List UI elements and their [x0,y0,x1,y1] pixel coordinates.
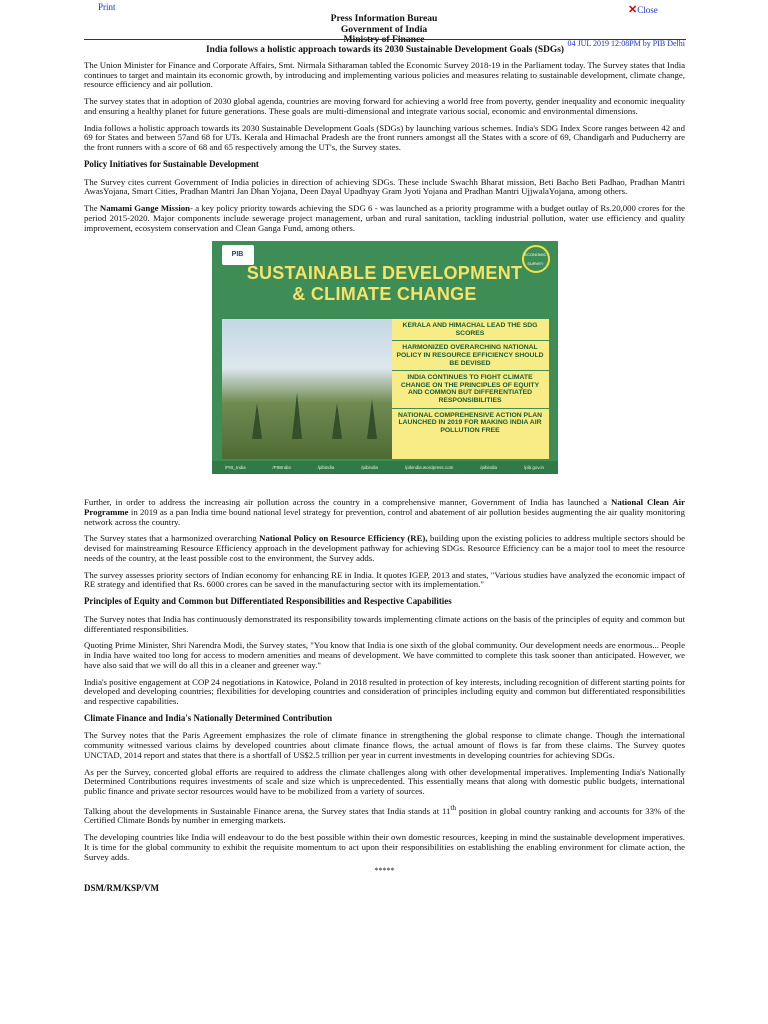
section-heading: Climate Finance and India's Nationally Determined Contribution [84,712,333,723]
release-title: India follows a holistic approach towards its 2030 Sustainable Development Goals (SDGs) [206,45,564,55]
paragraph [84,804,685,826]
paragraph: The survey assesses priority sectors of Indian economy for enhancing RE in India. It quotes IGEP, 2013 and states, "Various studies have analyzed the economic impact of RE strategy and identified that Rs. 6000 crores can be saved in the manufacturing sector with its implementation." [84,569,685,590]
infographic-image [212,241,558,474]
bold-text: National Clean Air Programme [84,497,685,517]
end-marker: ***** [374,866,395,876]
pib-logo: PIB [222,245,254,265]
tree-shape [367,399,377,439]
bold-text: Namami Gange Mission [99,203,191,214]
headline-line-1: SUSTAINABLE DEVELOPMENT [246,263,523,284]
tree-shape [292,393,302,439]
social-handle: /PIBIndia [272,464,291,470]
text-run: Further, in order to address the increasing air pollution across the country in a comprehensive manner, Government of India has launched a [84,497,612,508]
social-handle: /pib.gov.in [523,464,545,470]
print-link[interactable]: Print [98,2,116,12]
social-handle: /pibindia [317,464,335,470]
paragraph: The Union Minister for Finance and Corporate Affairs, Smt. Nirmala Sitharaman tabled the Economic Survey 2018-19 in the Parliament today. The Survey states that India continues to target and maintain its economic growth, by introducing and implementing various policies and measures relating to sustainable development, climate change, resource efficiency and air pollution. [84,60,686,90]
key-points-panel [392,319,549,459]
social-handle: /PIB_India [224,464,246,470]
paragraph: The developing countries like India will endeavour to do the best possible within their own domestic resources, keeping in mind the sustainable development imperatives. It is time for the global community to exhibit the requisite momentum to act upon their responsibilities on establishing the enabling environment for climate action, the Survey adds. [84,832,685,862]
headline-line-2: & CLIMATE CHANGE [292,284,477,305]
key-point: KERALA AND HIMACHAL LEAD THE SDG SCORES [392,319,549,341]
signature: DSM/RM/KSP/VM [84,883,159,894]
masthead-line-2: Government of India [340,23,428,35]
section-heading: Principles of Equity and Common but Differentiated Responsibilities and Respective Capabilities [84,596,452,607]
economic-survey-badge: ECONOMIC SURVEY [522,245,550,273]
text-run: The [84,203,100,214]
dateline: 04 JUL 2019 12:08PM by PIB Delhi [567,39,685,48]
paragraph [84,204,685,233]
paragraph: The Survey notes that India has continuously demonstrated its responsibility towards implementing climate actions on the basis of the principles of equity and common but differentiated responsibilities. [84,613,685,634]
tree-shape [252,403,262,439]
infographic-headline [212,263,558,305]
superscript: th [450,803,457,812]
paragraph: As per the Survey, concerted global efforts are required to address the climate challenges along with other developmental imperatives. Implementing India's Nationally Determined Contributions requires investments of scale and size which is unprecedented. This essentially means that along with domestic public budgets, international public finance and private sector resources would have to be mobilized from a variety of sources. [84,766,685,797]
paragraph: The Survey notes that the Paris Agreement emphasizes the role of climate finance in strengthening the global response to climate change. Though the international community witnessed various claims by developed countries about climate finance flows, the actual amount of flows is far from these claims. The Survey quotes UNCTAD, 2014 report and states that there is a shortfall of US$2.5 trillion per year in current investments in developing countries for achieving SDGs. [84,730,685,760]
key-point: NATIONAL COMPREHENSIVE ACTION PLAN LAUNCHED IN 2019 FOR MAKING INDIA AIR POLLUTION FREE [397,411,543,434]
tree-shape [332,403,342,439]
social-handle: /pibindia [480,464,497,470]
paragraph: The survey states that in adoption of 2030 global agenda, countries are moving forward for achieving a world free from poverty, gender inequality and economic inequality and ensuring a healthy planet for future generations. These goals are multi-dimensional and integrate various social, economic and environmental dimensions. [84,96,685,116]
social-handle: /pibindia [361,464,379,470]
paragraph: India's positive engagement at COP 24 negotiations in Katowice, Poland in 2018 resulted in protection of key interests, including recognition of different starting points for developed and developing countries; flexibilities for developing countries and consideration of principles including equity and common but differentiated responsibilities and respective capabilities. [84,676,685,706]
text-run: - a key policy priority towards achieving the SDG 6 - was launched as a priority programme with a budget outlay of Rs.20,000 crores for the period 2015-2020. Major components include sewerage project management, urban and rural sanitation, tackling industrial pollution, water use efficiency and quality improvement, ecosystem conservation and Clean Ganga Fund, among others. [84,203,686,233]
close-icon[interactable]: ✕ [628,4,638,16]
text-run: in 2019 as a pan India time bound national level strategy for prevention, control and abatement of air pollution besides augmenting the air quality monitoring network across the country. [84,506,685,527]
text-run: building upon the existing policies to address multiple sectors should be devised for mainstreaming Resource Efficiency approach in the development pathway for achieving SDGs. Resource Efficiency can be a major tool to meet the resource needs of the country, at the least possible cost to the environment, the Survey adds. [84,533,685,563]
paragraph: India follows a holistic approach towards its 2030 Sustainable Development Goals (SDGs) by launching various schemes. India's SDG Index Score ranges between 42 and 69 for States and between 57and 68 for UTs. Kerala and Himachal Pradesh are the front runners amongst all the States with a score of 69, Chandigarh and Puducherry are the front runners with a score of 68 and 65 respectively among the UT's, the Survey states. [84,122,685,153]
forest-photo [222,319,392,459]
key-point: HARMONIZED OVERARCHING NATIONAL POLICY IN RESOURCE EFFICIENCY SHOULD BE DEVISED [392,341,549,371]
masthead-line-3: Ministry of Finance [343,34,425,45]
bold-text: National Policy on Resource Efficiency (RE), [259,533,428,544]
key-point: INDIA CONTINUES TO FIGHT CLIMATE CHANGE ON THE PRINCIPLES OF EQUITY AND COMMON BUT DIFFERENTIATED RESPONSIBILITIES [392,371,549,408]
release-body [84,61,685,894]
paragraph: The Survey cites current Government of India policies in direction of achieving SDGs. These include Swachh Bharat mission, Beti Bacho Beti Padhao, Pradhan Mantri AwasYojana, Smart Cities, Pradhan Mantri Jan Dhan Yojana, Deen Dayal Upadhyay Gram Jyoti Yojana and Pradhan Mantri UjjwalaYojana, among others. [84,176,685,197]
paragraph [84,498,685,527]
text-run: Talking about the developments in Sustainable Finance arena, the Survey states that India stands at 11 [84,805,451,816]
masthead-line-1: Press Information Bureau [330,13,438,24]
text-run: position in global country ranking and accounts for 33% of the Certified Climate Bonds by number in emerging markets. [84,805,685,826]
text-run: The Survey states that a harmonized overarching [84,533,260,544]
social-handle: /pibindia.wordpress.com [404,464,454,470]
section-heading: Policy Initiatives for Sustainable Development [84,158,259,169]
close-label[interactable]: Close [637,5,658,15]
paragraph [84,534,685,563]
paragraph: Quoting Prime Minister, Shri Narendra Modi, the Survey states, "You know that India is one sixth of the global community. Our development needs are enormous... People in India have waited too long for access to modern amenities and means of development. We have committed to complete this task sooner than anticipated. However, we have also said that we will do all this in a cleaner and greener way." [84,640,685,670]
social-handles-bar [212,461,558,474]
